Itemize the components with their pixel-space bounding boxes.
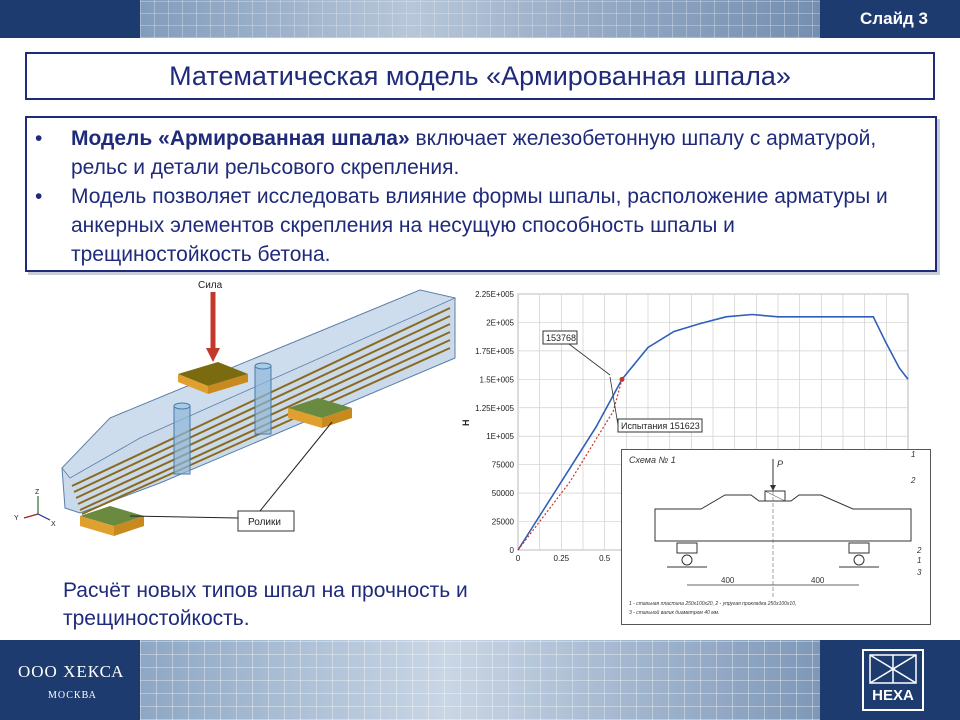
callout-model: 153768 — [546, 333, 577, 343]
leader-line — [130, 516, 238, 518]
bullet-text: включает железобетонную шпалу с арматурой, рельс и детали рельсового скрепления. — [71, 127, 877, 179]
scheme-force-label: P — [777, 459, 784, 469]
x-tick-label: 0.25 — [553, 554, 570, 563]
anchor-cylinder — [255, 366, 271, 434]
bullet-bold: Модель «Армированная шпала» — [71, 127, 410, 150]
scheme-roller-right — [854, 555, 864, 565]
anchor-cylinder — [174, 406, 190, 474]
y-axis-title: Н — [461, 419, 471, 426]
y-tick-label: 1.75E+005 — [475, 346, 514, 356]
sleeper-model-figure — [10, 278, 465, 548]
y-tick-label: 2.25E+005 — [475, 290, 514, 299]
scheme-roller-left — [682, 555, 692, 565]
y-tick-label: 25000 — [491, 517, 514, 527]
x-tick-label: 0 — [515, 554, 521, 563]
scheme-callout: 3 — [917, 568, 922, 577]
axis-x-label: X — [51, 521, 56, 528]
force-arrow-head — [206, 348, 220, 362]
bullet-marker: • — [35, 185, 43, 208]
scheme-support-right — [849, 543, 869, 553]
callout-test: Испытания 151623 — [621, 421, 700, 431]
scheme-dim-right: 400 — [811, 576, 825, 585]
bullet-box — [25, 116, 937, 272]
y-tick-label: 2E+005 — [486, 318, 514, 328]
scheme-title: Схема № 1 — [629, 455, 676, 465]
anchor-cylinder-top — [174, 403, 190, 409]
mesh-banner-image — [140, 640, 820, 720]
axis-triad — [14, 489, 56, 528]
bullet-text: Модель позволяет исследовать влияние формы шпалы, расположение арматуры и анкерных элементов скрепления на несущую способность шпалы и трещиностойкость бетона. — [71, 185, 888, 266]
scheme-support-left — [677, 543, 697, 553]
y-tick-label: 50000 — [491, 489, 514, 499]
test-scheme-inset — [621, 449, 931, 625]
anchor-cylinder-top — [255, 363, 271, 369]
axis-z-label: Z — [35, 489, 40, 496]
bottom-banner — [0, 640, 960, 720]
y-tick-label: 1.5E+005 — [479, 375, 514, 385]
y-tick-label: 1.25E+005 — [475, 403, 514, 413]
rollers-label: Ролики — [248, 517, 281, 528]
logo-text: HEXA — [872, 687, 914, 704]
scheme-note: 3 - стальной валик диаметром 40 мм. — [629, 610, 720, 616]
mesh-banner-image — [140, 0, 820, 38]
scheme-note: 1 - стальная пластина 250х100х20, 2 - упругая прокладка 250х100х10, — [629, 601, 797, 607]
bullet-marker: • — [35, 127, 43, 150]
y-tick-label: 0 — [509, 546, 514, 555]
scheme-dim-left: 400 — [721, 576, 735, 585]
company-city: МОСКВА — [48, 690, 97, 701]
scheme-callout: 2 — [917, 546, 922, 555]
axis-y-label: Y — [14, 515, 19, 522]
scheme-callout: 1 — [917, 556, 922, 565]
x-tick-label: 0.5 — [599, 554, 611, 563]
slide-number: Слайд 3 — [860, 9, 928, 28]
y-tick-labels — [475, 290, 514, 555]
x-tick-labels — [516, 554, 611, 563]
force-label: Сила — [198, 280, 223, 291]
slide-caption: Расчёт новых типов шпал на прочность и трещиностойкость. — [63, 579, 468, 630]
scheme-callout: 2 — [911, 476, 916, 485]
y-tick-label: 1E+005 — [486, 432, 514, 442]
top-banner — [0, 0, 960, 38]
bullet-item-2 — [71, 182, 921, 269]
intersection-point — [620, 377, 625, 382]
scheme-callout: 1 — [911, 450, 916, 459]
title-box — [25, 52, 935, 100]
bullet-item-1 — [71, 124, 921, 182]
y-tick-label: 75000 — [491, 460, 514, 470]
page-title: Математическая модель «Армированная шпала» — [169, 61, 791, 91]
company-name: ООО ХЕКСА — [18, 662, 125, 681]
